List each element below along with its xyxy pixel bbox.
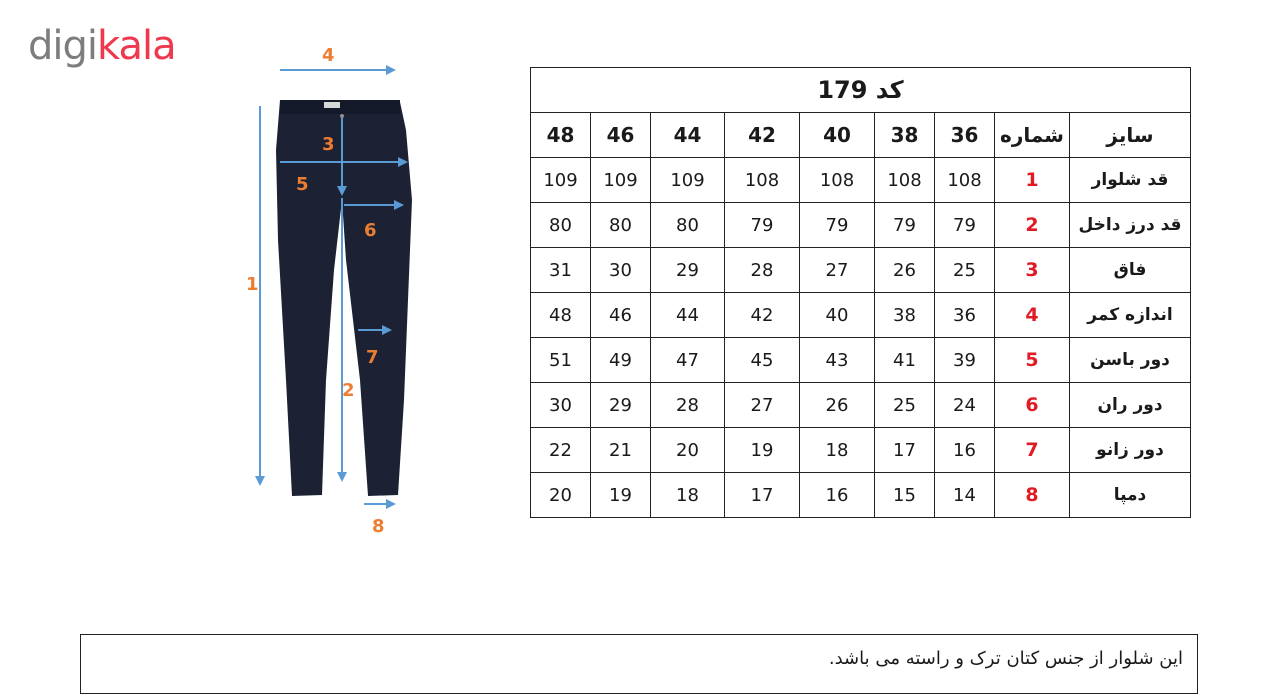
label-5: 5 bbox=[296, 174, 309, 195]
table-cell: 30 bbox=[591, 248, 651, 293]
table-cell: 40 bbox=[800, 293, 875, 338]
table-cell: 46 bbox=[591, 293, 651, 338]
row-number: 7 bbox=[995, 428, 1070, 473]
row-number: 2 bbox=[995, 203, 1070, 248]
label-6: 6 bbox=[364, 220, 377, 241]
table-cell: 29 bbox=[591, 383, 651, 428]
table-cell: 80 bbox=[591, 203, 651, 248]
table-cell: 109 bbox=[651, 158, 725, 203]
table-cell: 20 bbox=[531, 473, 591, 518]
table-row bbox=[531, 338, 1191, 383]
label-8: 8 bbox=[372, 516, 385, 537]
table-cell: 47 bbox=[651, 338, 725, 383]
table-cell: 26 bbox=[875, 248, 935, 293]
table-cell: 27 bbox=[800, 248, 875, 293]
pants-diagram-svg bbox=[200, 40, 440, 540]
table-cell: 42 bbox=[725, 293, 800, 338]
logo-kala: kala bbox=[97, 23, 176, 69]
table-cell: 51 bbox=[531, 338, 591, 383]
table-row bbox=[531, 428, 1191, 473]
row-name: قد شلوار bbox=[1070, 158, 1191, 203]
table-title-row bbox=[531, 68, 1191, 113]
table-cell: 30 bbox=[531, 383, 591, 428]
row-number: 8 bbox=[995, 473, 1070, 518]
product-note bbox=[80, 634, 1198, 694]
row-name: دور زانو bbox=[1070, 428, 1191, 473]
pants-measurement-diagram bbox=[200, 40, 440, 540]
table-cell: 108 bbox=[935, 158, 995, 203]
header-size: سایز bbox=[1070, 113, 1191, 158]
table-cell: 18 bbox=[800, 428, 875, 473]
header-46: 46 bbox=[591, 113, 651, 158]
table-cell: 27 bbox=[725, 383, 800, 428]
table-cell: 24 bbox=[935, 383, 995, 428]
table-cell: 19 bbox=[725, 428, 800, 473]
table-cell: 36 bbox=[935, 293, 995, 338]
header-42: 42 bbox=[725, 113, 800, 158]
table-row bbox=[531, 158, 1191, 203]
table-cell: 18 bbox=[651, 473, 725, 518]
table-cell: 109 bbox=[591, 158, 651, 203]
table-cell: 17 bbox=[875, 428, 935, 473]
row-number: 6 bbox=[995, 383, 1070, 428]
table-cell: 45 bbox=[725, 338, 800, 383]
table-cell: 25 bbox=[935, 248, 995, 293]
table-cell: 15 bbox=[875, 473, 935, 518]
row-name: فاق bbox=[1070, 248, 1191, 293]
table-cell: 25 bbox=[875, 383, 935, 428]
table-cell: 79 bbox=[800, 203, 875, 248]
label-4: 4 bbox=[322, 45, 335, 66]
table-row bbox=[531, 473, 1191, 518]
row-name: دمپا bbox=[1070, 473, 1191, 518]
header-40: 40 bbox=[800, 113, 875, 158]
table-cell: 16 bbox=[935, 428, 995, 473]
table-row bbox=[531, 383, 1191, 428]
table-cell: 22 bbox=[531, 428, 591, 473]
table-cell: 108 bbox=[800, 158, 875, 203]
table-cell: 14 bbox=[935, 473, 995, 518]
table-cell: 79 bbox=[725, 203, 800, 248]
table-cell: 29 bbox=[651, 248, 725, 293]
label-2: 2 bbox=[342, 380, 355, 401]
table-cell: 80 bbox=[651, 203, 725, 248]
table-cell: 41 bbox=[875, 338, 935, 383]
table-cell: 31 bbox=[531, 248, 591, 293]
table-cell: 38 bbox=[875, 293, 935, 338]
row-name: دور ران bbox=[1070, 383, 1191, 428]
table-cell: 108 bbox=[725, 158, 800, 203]
row-number: 1 bbox=[995, 158, 1070, 203]
table-cell: 109 bbox=[531, 158, 591, 203]
table-header-row bbox=[531, 113, 1191, 158]
header-36: 36 bbox=[935, 113, 995, 158]
table-cell: 108 bbox=[875, 158, 935, 203]
size-table bbox=[530, 67, 1191, 518]
table-cell: 39 bbox=[935, 338, 995, 383]
digikala-logo[interactable] bbox=[28, 23, 176, 69]
table-cell: 49 bbox=[591, 338, 651, 383]
table-cell: 80 bbox=[531, 203, 591, 248]
table-cell: 16 bbox=[800, 473, 875, 518]
label-7: 7 bbox=[366, 347, 379, 368]
header-number: شماره bbox=[995, 113, 1070, 158]
label-3: 3 bbox=[322, 134, 335, 155]
row-name: دور باسن bbox=[1070, 338, 1191, 383]
logo-digi: digi bbox=[28, 23, 98, 69]
table-cell: 19 bbox=[591, 473, 651, 518]
pants-image bbox=[276, 100, 412, 496]
row-number: 4 bbox=[995, 293, 1070, 338]
table-cell: 79 bbox=[935, 203, 995, 248]
table-cell: 28 bbox=[651, 383, 725, 428]
table-row bbox=[531, 203, 1191, 248]
table-title: کد 179 bbox=[531, 68, 1191, 113]
header-48: 48 bbox=[531, 113, 591, 158]
table-cell: 43 bbox=[800, 338, 875, 383]
row-name: قد درز داخل bbox=[1070, 203, 1191, 248]
table-row bbox=[531, 248, 1191, 293]
row-number: 3 bbox=[995, 248, 1070, 293]
row-name: اندازه کمر bbox=[1070, 293, 1191, 338]
table-cell: 48 bbox=[531, 293, 591, 338]
header-38: 38 bbox=[875, 113, 935, 158]
table-cell: 44 bbox=[651, 293, 725, 338]
product-note-text: این شلوار از جنس کتان ترک و راسته می باشد. bbox=[828, 648, 1183, 669]
table-cell: 26 bbox=[800, 383, 875, 428]
row-number: 5 bbox=[995, 338, 1070, 383]
header-44: 44 bbox=[651, 113, 725, 158]
table-cell: 79 bbox=[875, 203, 935, 248]
table-cell: 28 bbox=[725, 248, 800, 293]
label-1: 1 bbox=[246, 274, 259, 295]
table-row bbox=[531, 293, 1191, 338]
table-cell: 17 bbox=[725, 473, 800, 518]
table-cell: 21 bbox=[591, 428, 651, 473]
table-cell: 20 bbox=[651, 428, 725, 473]
